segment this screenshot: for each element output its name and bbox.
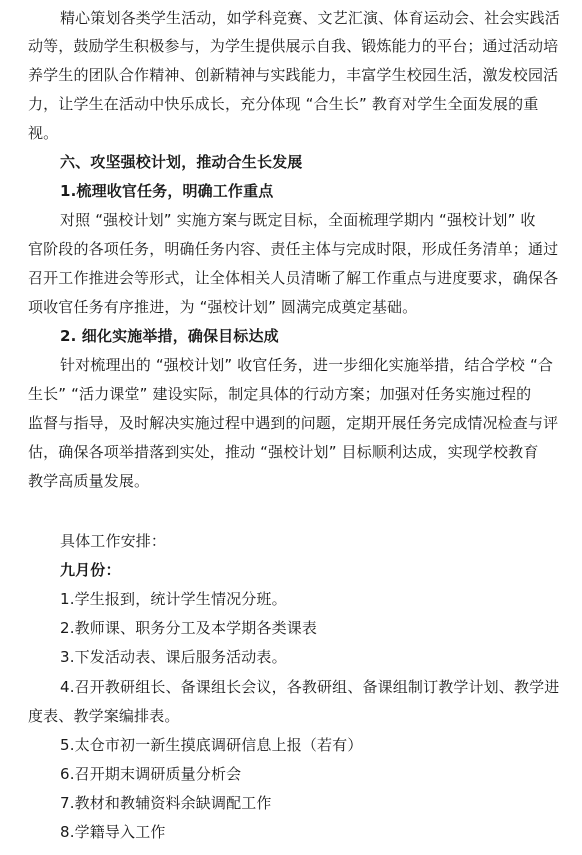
paragraph-line: 对照 “强校计划” 实施方案与既定目标，全面梳理学期内 “强校计划” 收 — [60, 211, 536, 229]
section-heading: 六、攻坚强校计划，推动合生长发展 — [60, 153, 303, 171]
list-item: 5.太仓市初一新生摸底调研信息上报（若有） — [60, 736, 363, 754]
list-item: 4.召开教研组长、备课组长会议，各教研组、备课组制订教学计划、教学进 — [60, 678, 560, 696]
paragraph-line: 针对梳理出的 “强校计划” 收官任务，进一步细化实施举措，结合学校 “合 — [60, 356, 554, 374]
list-item-continuation: 度表、教学案编排表。 — [28, 707, 180, 725]
subsection-heading: 1.梳理收官任务，明确工作重点 — [60, 182, 274, 200]
list-item: 3.下发活动表、课后服务活动表。 — [60, 648, 287, 666]
paragraph-line: 养学生的团队合作精神、创新精神与实践能力，丰富学生校园生活，激发校园活 — [28, 66, 559, 84]
list-item: 1.学生报到，统计学生情况分班。 — [60, 590, 287, 608]
paragraph-line: 项收官任务有序推进，为 “强校计划” 圆满完成奠定基础。 — [28, 298, 418, 316]
paragraph-line: 力，让学生在活动中快乐成长，充分体现 “合生长” 教育对学生全面发展的重 — [28, 95, 539, 113]
list-item: 6.召开期末调研质量分析会 — [60, 765, 242, 783]
paragraph-line: 视。 — [28, 124, 59, 142]
paragraph-line: 精心策划各类学生活动，如学科竞赛、文艺汇演、体育运动会、社会实践活 — [60, 9, 560, 27]
month-heading: 九月份： — [60, 561, 121, 579]
paragraph-line: 官阶段的各项任务，明确任务内容、责任主体与完成时限，形成任务清单；通过 — [28, 240, 559, 258]
paragraph-line: 估，确保各项举措落到实处，推动 “强校计划” 目标顺利达成，实现学校教育 — [28, 443, 539, 461]
list-item: 7.教材和教辅资料余缺调配工作 — [60, 794, 272, 812]
paragraph-line: 教学高质量发展。 — [28, 472, 150, 490]
paragraph-line: 召开工作推进会等形式，让全体相关人员清晰了解工作重点与进度要求，确保各 — [28, 269, 559, 287]
schedule-intro: 具体工作安排： — [60, 532, 167, 550]
list-item: 8.学籍导入工作 — [60, 823, 166, 841]
list-item: 2.教师课、职务分工及本学期各类课表 — [60, 619, 318, 637]
paragraph-line: 生长” “活力课堂” 建设实际，制定具体的行动方案；加强对任务实施过程的 — [28, 385, 532, 403]
paragraph-line: 监督与指导，及时解决实施过程中遇到的问题，定期开展任务完成情况检查与评 — [28, 414, 559, 432]
paragraph-line: 动等，鼓励学生积极参与，为学生提供展示自我、锻炼能力的平台；通过活动培 — [28, 37, 559, 55]
subsection-heading: 2. 细化实施举措，确保目标达成 — [60, 327, 279, 345]
